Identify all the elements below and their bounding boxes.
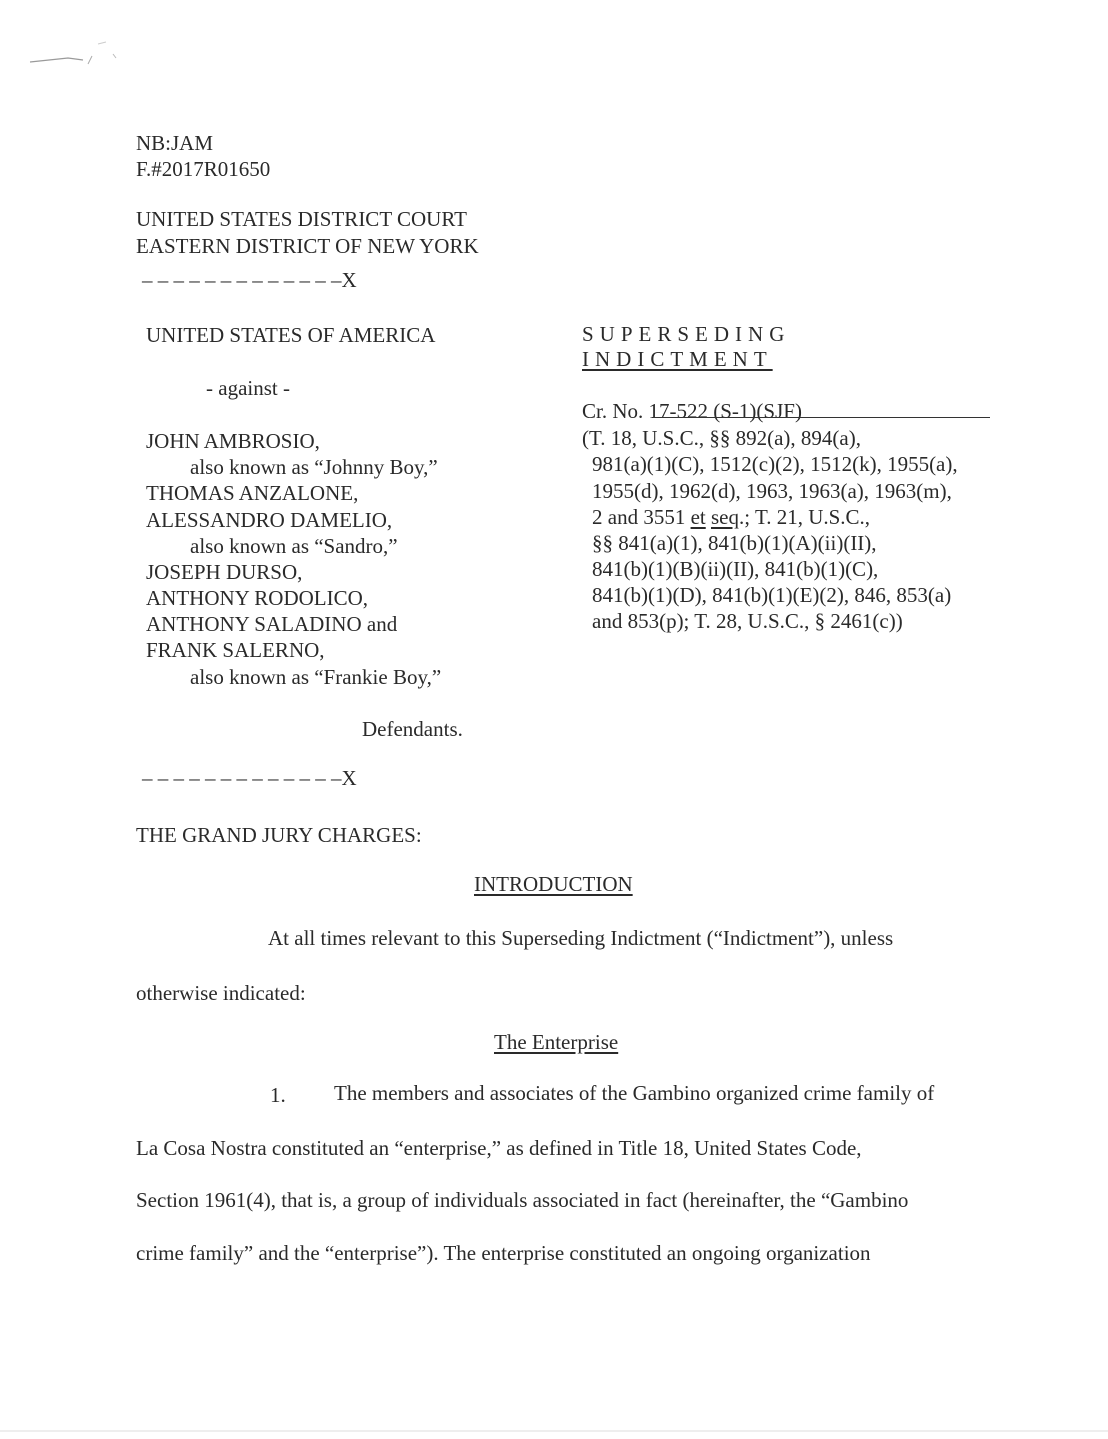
document-title-line1: SUPERSEDING (582, 322, 791, 346)
defendant-alias-line: also known as “Johnny Boy,” (190, 455, 438, 479)
defendant-line: FRANK SALERNO, (146, 638, 325, 662)
intro-paragraph-line: otherwise indicated: (136, 981, 306, 1005)
court-name-line2: EASTERN DISTRICT OF NEW YORK (136, 234, 479, 258)
against-label: - against - (206, 376, 290, 400)
defendant-line: JOHN AMBROSIO, (146, 429, 320, 453)
defendant-line: JOSEPH DURSO, (146, 560, 303, 584)
plaintiff-name: UNITED STATES OF AMERICA (146, 323, 436, 347)
case-number-value: 17-522 (S-1)(SJF) (648, 399, 802, 423)
defendants-label: Defendants. (362, 717, 463, 741)
paragraph-line: La Cosa Nostra constituted an “enterprise,” as defined in Title 18, United States Code, (136, 1136, 862, 1160)
case-number-label: Cr. No. (582, 399, 644, 423)
case-number (582, 398, 802, 424)
defendant-alias-line: also known as “Sandro,” (190, 534, 398, 558)
scan-bottom-edge (0, 1430, 1108, 1432)
introduction-heading: INTRODUCTION (474, 872, 633, 896)
caption-divider-bottom: – – – – – – – – – – – – –X (142, 766, 357, 790)
scan-smudge-mark (28, 40, 118, 70)
statute-line: 841(b)(1)(D), 841(b)(1)(E)(2), 846, 853(a) (592, 583, 952, 607)
enterprise-heading: The Enterprise (494, 1030, 619, 1054)
court-name-line1: UNITED STATES DISTRICT COURT (136, 207, 467, 231)
file-number: F.#2017R01650 (136, 157, 271, 181)
statute-line: 841(b)(1)(B)(ii)(II), 841(b)(1)(C), (592, 557, 879, 581)
statute-line: §§ 841(a)(1), 841(b)(1)(A)(ii)(II), (592, 531, 877, 555)
document-title-line2: INDICTMENT (582, 347, 773, 371)
attorney-initials: NB:JAM (136, 131, 214, 155)
defendant-line: ALESSANDRO DAMELIO, (146, 508, 393, 532)
case-number-underline (652, 416, 990, 418)
paragraph-line: crime family” and the “enterprise”). The enterprise constituted an ongoing organization (136, 1241, 871, 1265)
defendant-line: THOMAS ANZALONE, (146, 481, 359, 505)
caption-divider-top: – – – – – – – – – – – – –X (142, 268, 357, 292)
statute-line: and 853(p); T. 28, U.S.C., § 2461(c)) (592, 609, 903, 633)
grand-jury-charges: THE GRAND JURY CHARGES: (136, 823, 422, 847)
paragraph-line: Section 1961(4), that is, a group of individuals associated in fact (hereinafter, the “Gambino (136, 1188, 909, 1212)
defendant-alias-line: also known as “Frankie Boy,” (190, 665, 442, 689)
statute-line: 2 and 3551 et seq.; T. 21, U.S.C., (592, 505, 871, 529)
defendant-line: ANTHONY SALADINO and (146, 612, 398, 636)
statute-line: 1955(d), 1962(d), 1963, 1963(a), 1963(m), (592, 479, 952, 503)
paragraph-number: 1. (270, 1083, 286, 1107)
paragraph-line: The members and associates of the Gambino organized crime family of (334, 1081, 935, 1105)
defendant-line: ANTHONY RODOLICO, (146, 586, 369, 610)
statute-line: (T. 18, U.S.C., §§ 892(a), 894(a), (582, 426, 861, 450)
statute-line: 981(a)(1)(C), 1512(c)(2), 1512(k), 1955(a), (592, 452, 958, 476)
intro-paragraph-line: At all times relevant to this Superseding Indictment (“Indictment”), unless (268, 926, 894, 950)
